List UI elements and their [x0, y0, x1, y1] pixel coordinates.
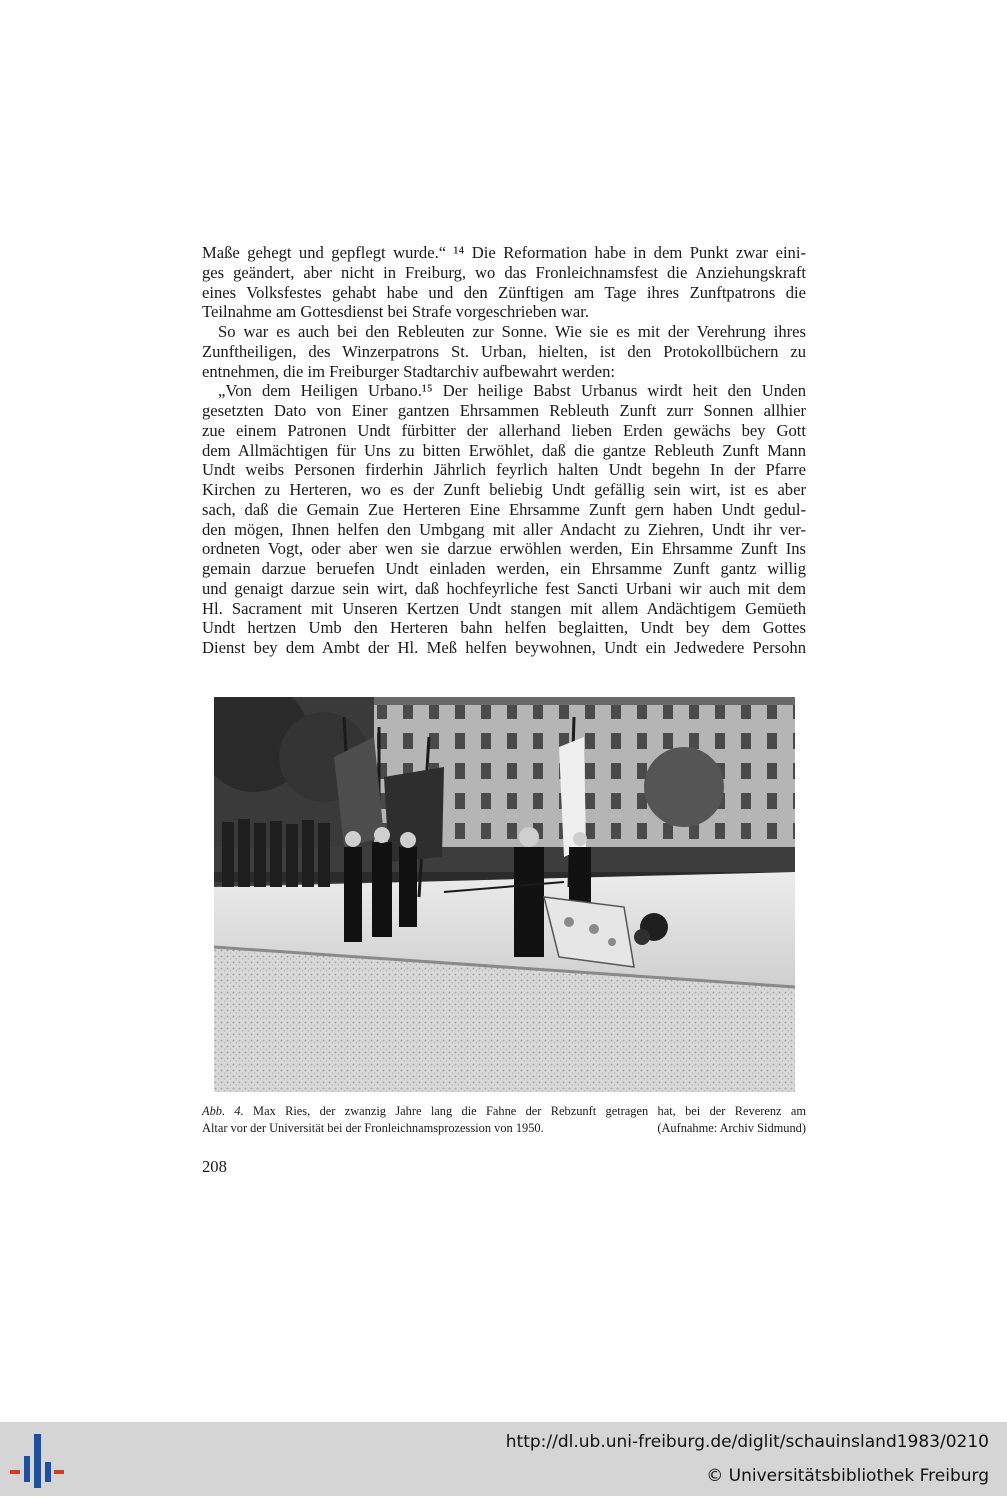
text-line: ges geändert, aber nicht in Freiburg, wo das Fronleichnamsfest die Anziehungskraft: [202, 262, 806, 282]
text-line: Teilnahme am Gottesdienst bei Strafe vorgeschrieben war.: [202, 302, 589, 322]
text-line: gemain darzue beruefen Undt einladen werden, ein Ehrsamme Zunft gantz willig: [202, 559, 806, 578]
figure-caption: [202, 1103, 806, 1137]
document-url-link[interactable]: http://dl.ub.uni-freiburg.de/diglit/schauinsland1983/0210: [505, 1432, 989, 1452]
text-line: Kirchen zu Herteren, wo es der Zunft beliebig Undt gefällig sein wirt, ist es aber: [202, 480, 806, 499]
text-line: ordneten Vogt, oder aber wen sie darzue erwöhlen werden, Ein Ehrsamme Zunft Ins: [202, 539, 806, 559]
text-line: Undt hertzen Umb den Herteren bahn helfen beglaitten, Undt bey dem Gottes: [202, 618, 806, 638]
text-line: und genaigt darzue sein wirt, daß hochfeyrliche fest Sancti Urbani wir auch mit dem: [202, 578, 806, 598]
text-line: Dienst bey dem Ambt der Hl. Meß helfen beywohnen, Undt ein Jedwedere Persohn: [202, 638, 806, 657]
caption-text-1: Max Ries, der zwanzig Jahre lang die Fahne der Rebzunft getragen hat, bei der Reverenz am: [253, 1104, 806, 1118]
library-logo-icon: [10, 1434, 66, 1488]
text-line: gesetzten Dato von Einer gantzen Ehrsammen Rebleuth Zunft zurr Sonnen allhier: [202, 401, 806, 420]
caption-label: Abb. 4.: [202, 1104, 244, 1118]
text-line: eines Volksfestes gehabt habe und den Zünftigen am Tage ihres Zunftpatrons die: [202, 282, 806, 302]
photo-credit: (Aufnahme: Archiv Sidmund): [657, 1121, 806, 1135]
body-text: [202, 243, 806, 658]
caption-line-1: [202, 1103, 806, 1120]
footer-bar: [0, 1422, 1007, 1496]
caption-text-2: Altar vor der Universität bei der Fronleichnamsprozession von 1950.: [202, 1121, 544, 1135]
text-line: So war es auch bei den Rebleuten zur Sonne. Wie sie es mit der Verehrung ihres: [218, 322, 806, 341]
text-line: Hl. Sacrament mit Unseren Kertzen Undt stangen mit allem Andächtigem Gemüeth: [202, 598, 806, 618]
text-line: „Von dem Heiligen Urbano.¹⁵ Der heilige Babst Urbanus wirdt heit den Unden: [218, 381, 806, 401]
caption-line-2: [202, 1120, 806, 1137]
text-line: sach, daß die Gemain Zue Herteren Eine Ehrsamme Zunft gern haben Undt gedul-: [202, 499, 806, 519]
text-line: entnehmen, die im Freiburger Stadtarchiv aufbewahrt werden:: [202, 361, 616, 381]
copyright-text: © Universitätsbibliothek Freiburg: [706, 1466, 989, 1486]
procession-photo: [214, 697, 795, 1092]
text-line: dem Allmächtigen für Uns zu bitten Erwöhlet, daß die gantze Rebleuth Zunft Mann: [202, 440, 806, 460]
text-line: Maße gehegt und gepflegt wurde.“ ¹⁴ Die Reformation habe in dem Punkt zwar eini-: [202, 243, 806, 262]
text-line: den mögen, Ihnen helfen den Umbgang mit aller Andacht zu Ziehren, Undt ihr ver-: [202, 519, 806, 539]
text-line: zue einem Patronen Undt fürbitter der allerhand lieben Erden gewächs bey Gott: [202, 420, 806, 440]
text-line: Zunftheiligen, des Winzerpatrons St. Urban, hielten, ist den Protokollbüchern zu: [202, 341, 806, 361]
text-line: Undt weibs Personen firderhin Jährlich feyrlich halten Undt begehn In der Pfarre: [202, 460, 806, 480]
page-number: 208: [202, 1157, 227, 1176]
